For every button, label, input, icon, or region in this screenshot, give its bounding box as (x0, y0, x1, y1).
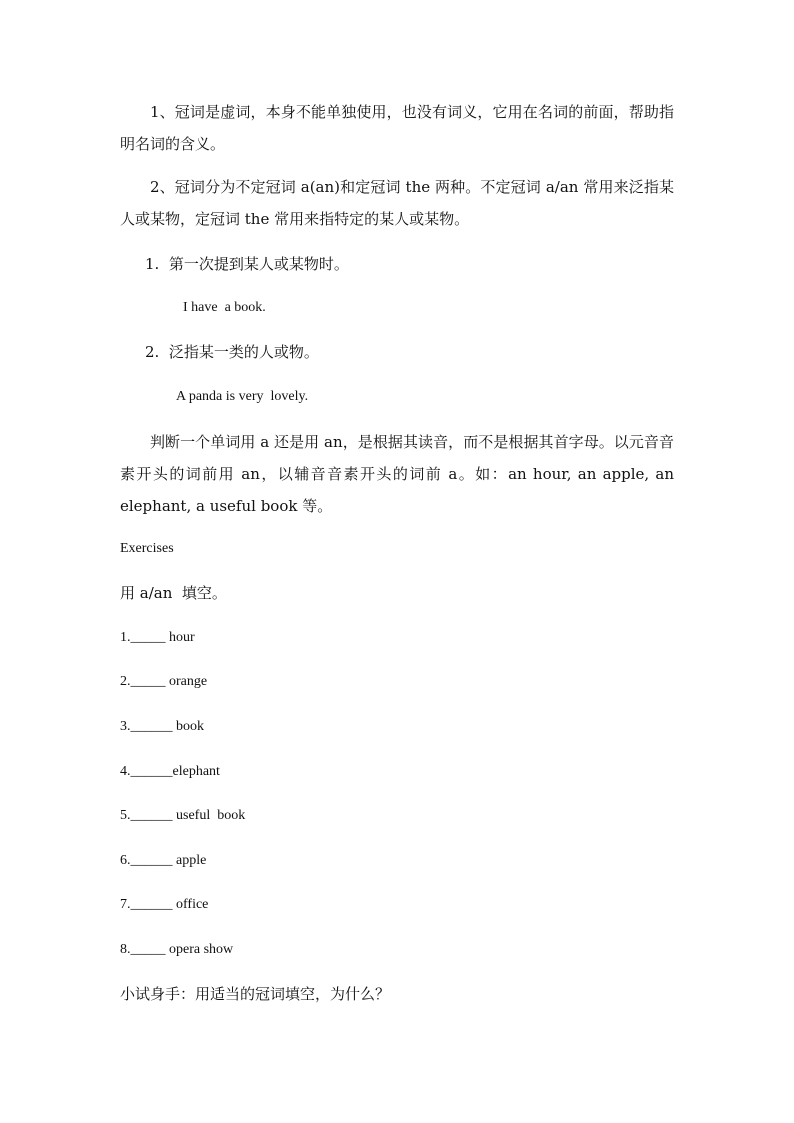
paragraph-article-types: 2、冠词分为不定冠词 a(an)和定冠词 the 两种。不定冠词 a/an 常用来泛指某人或某物，定冠词 the 常用来指特定的某人或某物。 (120, 178, 674, 228)
closing-prompt: 小试身手：用适当的冠词填空，为什么？ (120, 985, 391, 1003)
exercise-item: 7.______ office (120, 897, 209, 912)
exercise-item: 5.______ useful book (120, 808, 246, 823)
list-item-generic-reference: 2. 泛指某一类的人或物。 (145, 343, 319, 361)
example-sentence-1: I have a book. (183, 300, 266, 315)
exercises-heading: Exercises (120, 541, 174, 556)
exercise-item: 2._____ orange (120, 674, 208, 689)
exercise-item: 3.______ book (120, 719, 204, 734)
exercise-item: 1._____ hour (120, 630, 195, 645)
paragraph-article-definition: 1、冠词是虚词，本身不能单独使用，也没有词义，它用在名词的前面，帮助指明名词的含义。 (120, 103, 674, 153)
exercise-item: 4.______elephant (120, 764, 220, 779)
list-item-first-mention: 1. 第一次提到某人或某物时。 (145, 255, 349, 273)
example-sentence-2: A panda is very lovely. (176, 389, 309, 404)
exercise-item: 6.______ apple (120, 853, 207, 868)
paragraph-a-or-an-rule: 判断一个单词用 a 还是用 an，是根据其读音，而不是根据其首字母。以元音音素开头的词前用 an，以辅音音素开头的词前 a。如：an hour, an apple, an elephant, a useful book 等。 (120, 433, 674, 515)
exercise-item: 8._____ opera show (120, 942, 234, 957)
exercises-instruction: 用 a/an 填空。 (120, 584, 227, 602)
